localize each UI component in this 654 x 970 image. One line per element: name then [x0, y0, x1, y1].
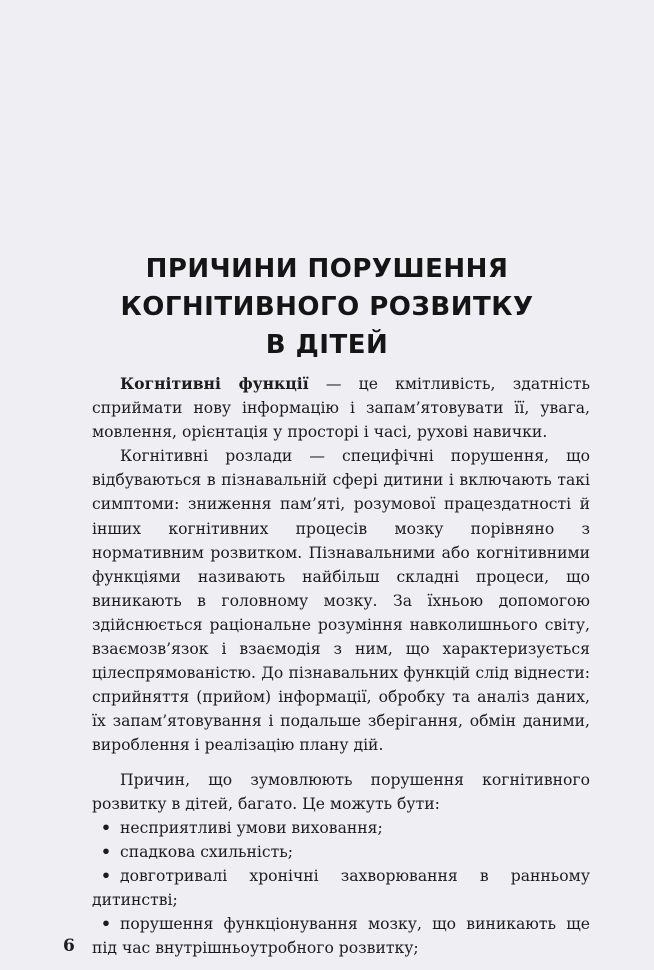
bullet-icon: • [101, 841, 111, 861]
list-item-text: довготривалі хронічні захворювання в ранньому дитинстві; [92, 866, 590, 909]
list-item [92, 912, 590, 960]
list-item [92, 816, 590, 840]
list-item [92, 840, 590, 864]
bullet-icon: • [101, 817, 111, 837]
paragraph-disorders: Когнітивні розлади — специфічні порушення, що відбуваються в пізнавальній сфері дитини і включають такі симптоми: зниження пам’яті, розумової працездатності й інших когнітивних процесів мозку порівняно з нормативним розвитком. Пізнавальними або когнітивними функціями називають найбільш складні процеси, що виникають в головному мозку. За їхньою допомогою здійснюється раціональне розуміння навколишнього світу, взаємозв’язок і взаємодія з ним, що характеризується цілеспрямованістю. До пізнавальних функцій слід віднести: сприйняття (прийом) інформації, обробку та аналіз даних, їх запам’ятовування і подальше зберігання, обмін даними, вироблення і реалізацію плану дій. [92, 447, 590, 755]
title-line-1: ПРИЧИНИ ПОРУШЕННЯ [145, 254, 509, 284]
page-title [0, 250, 654, 364]
list-item-text: порушення функціонування мозку, що виникають ще під час внутрішньоутробного розвитку; [92, 915, 590, 958]
title-line-3: В ДІТЕЙ [265, 330, 389, 360]
list-item [92, 864, 590, 912]
body-text [92, 372, 590, 960]
bullet-icon: • [101, 914, 111, 934]
list-item-text: несприятливі умови виховання; [120, 818, 383, 837]
definition-text: — це кмітливість, здатність сприймати нову інформацію і запам’ятовувати її, увага, мовлення, орієнтація у просторі і часі, рухові навички. [92, 375, 590, 442]
paragraph-definition [92, 372, 590, 444]
title-line-2: КОГНІТИВНОГО РОЗВИТКУ [120, 292, 534, 322]
term-cognitive-functions: Когнітивні функції [120, 374, 309, 393]
causes-list [92, 816, 590, 961]
bullet-icon: • [101, 865, 111, 885]
paragraph-causes: Причин, що зумовлюють порушення когнітивного розвитку в дітей, багато. Це можуть бути: [92, 770, 590, 813]
page-number: 6 [63, 936, 75, 956]
list-item-text: спадкова схильність; [120, 842, 293, 861]
